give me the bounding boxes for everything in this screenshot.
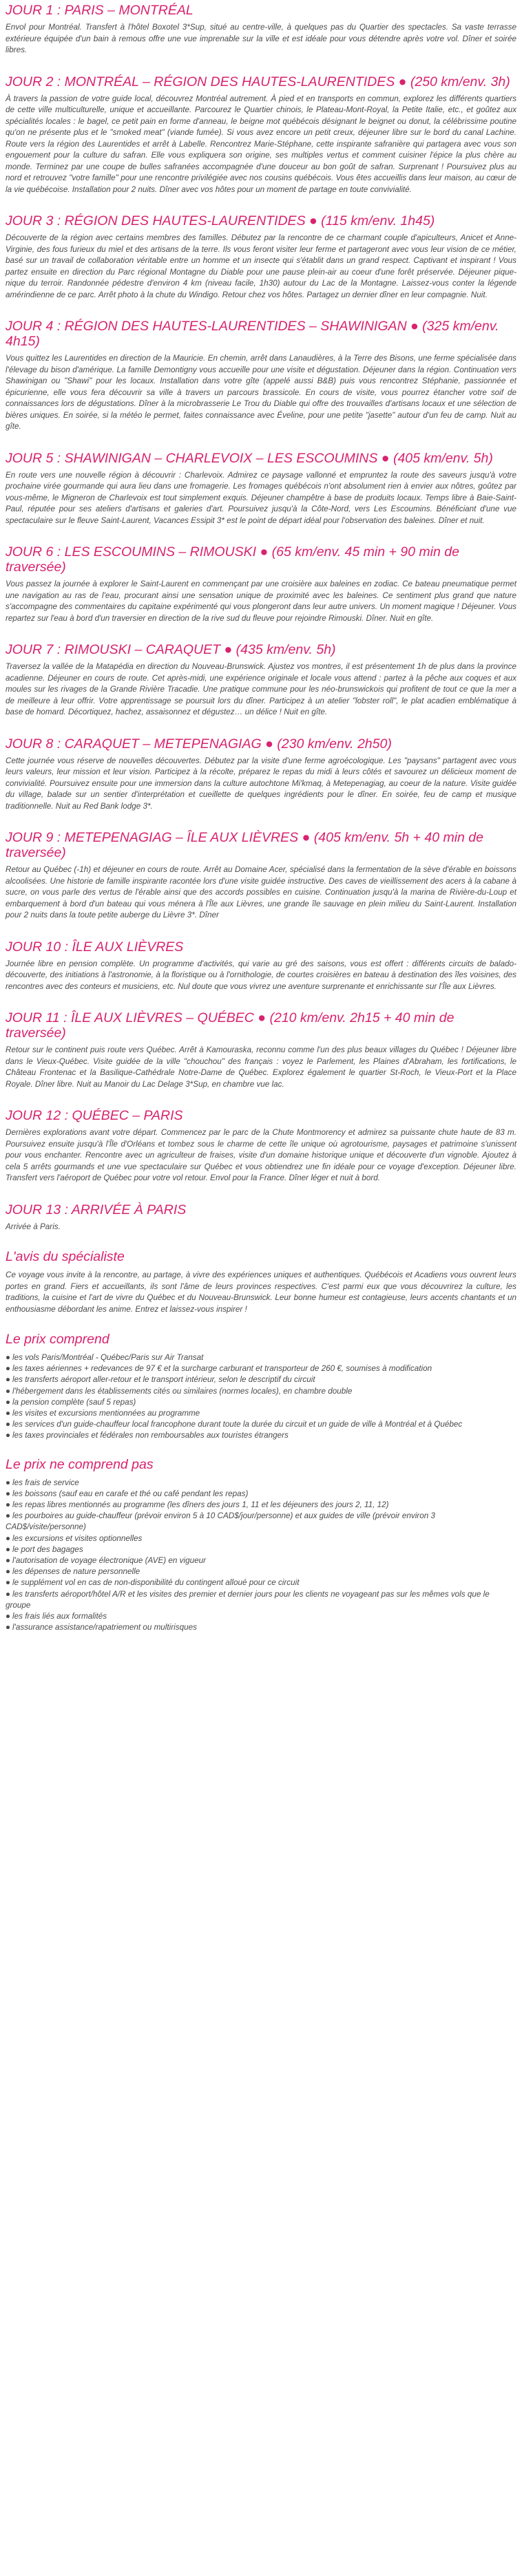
day-title: JOUR 13 : ARRIVÉE À PARIS — [6, 1202, 187, 1217]
itinerary-days — [6, 0, 516, 1233]
day-title: JOUR 4 : RÉGION DES HAUTES-LAURENTIDES – SHAWINIGAN ● (325 km/env. 4h15) — [6, 319, 499, 349]
bullet-icon: ● — [6, 1489, 11, 1498]
list-item-text: l'hébergement dans les établissements cités ou similaires (normes locales), en chambre double — [12, 1386, 353, 1396]
day-description: Retour au Québec (-1h) et déjeuner en cours de route. Arrêt au Domaine Acer, spécialisé dans la fermentation de la sève d'érable en boissons alcoolisées. Une historie de famille inspirante racontée lors d'une visite guidée instructive. Des caves de vieillissement des acers à la cabane à sucre, on vous parle des vertus de l'érable ainsi que des accords possibles en cuisine. Continuation jusqu'à la marina de Rivière-du-Loup et embarquement à bord d'un bateau qui vous ménera à l'Île aux Lièvres, une grande île sauvage en plein milieu du Saint-Laurent. Installation pour 2 nuits dans la toute petite auberge du Lièvre 3*. Dîner — [6, 865, 516, 919]
list-item — [6, 1511, 516, 1533]
list-item-text: le supplément vol en cas de non-disponibilité du contingent alloué pour ce circuit — [12, 1578, 300, 1588]
day-description: Traversez la vallée de la Matapédia en direction du Nouveau-Brunswick. Ajustez vos montres, il est présentement 1h de plus dans la province acadienne. Déjeuner en cours de route. Cet après-midi, une expérience originale et locale vous attend : partez à la pêche aux coques et aux moules sur les rivages de la Grande Rivière Tracadie. Une pratique commune pour les néo-brunswickois qui profitent de tout ce que la mer a de meilleure à leur offrir. Votre apprentissage se poursuit lors du dîner. Participez à un atelier "lobster roll", le plat acadien emblématique à base de homard. Décortiquez, hachez, assaisonnez et dégustez… un délice ! Nuit en gîte. — [6, 662, 516, 716]
list-item — [6, 1419, 516, 1430]
list-item — [6, 1363, 516, 1374]
list-item — [6, 1500, 516, 1511]
day-description: Découverte de la région avec certains membres des familles. Débutez par la rencontre de ce charmant couple d'apiculteurs, Anicet et Anne-Virginie, des fous furieux du miel et des artisans de la terre. Ils vous feront visiter leur ferme et partageront avec vous leur vision de ce métier, basé sur un travail de collaboration véritable entre un homme et un insecte qui s'établit dans un grand respect. Captivant et inspirant ! Vous partez ensuite en direction du Parc régional Montagne du Diable pour une pause plein-air au coeur d'une forêt préservée. Déjeuner pique-nique du terroir. Randonnée pédestre d'environ 4 km (niveau facile, 1h30) autour du Lac de la Montagne. Laissez-vous conter la légende amérindienne de ce parc. Arrêt photo à la chute du Windigo. Retour chez vos hôtes. Partagez un dernier dîner en leur compagnie. Nuit. — [6, 233, 516, 299]
list-item-text: les boissons (sauf eau en carafe et thé ou café pendant les repas) — [12, 1489, 249, 1498]
bullet-icon: ● — [6, 1578, 11, 1588]
list-item-text: les frais de service — [12, 1478, 79, 1487]
specialist-title: L'avis du spécialiste — [6, 1249, 125, 1264]
list-item-text: les excursions et visites optionnelles — [12, 1533, 143, 1543]
list-item — [6, 1577, 516, 1588]
list-item-text: les dépenses de nature personnelle — [12, 1567, 140, 1577]
day-title: JOUR 5 : SHAWINIGAN – CHARLEVOIX – LES ESCOUMINS ● (405 km/env. 5h) — [6, 450, 493, 466]
list-item — [6, 1589, 516, 1611]
bullet-icon: ● — [6, 1500, 11, 1510]
list-item — [6, 1611, 516, 1622]
list-item-text: les transferts aéroport/hôtel A/R et les visites des premier et dernier jours pour les clients ne voyageant pas sur les mêmes vols que le groupe — [6, 1589, 490, 1610]
list-item-text: les taxes aériennes + redevances de 97 € et la surcharge carburant et transporteur de 260 €, soumises à modification — [12, 1364, 432, 1374]
day-description: Arrivée à Paris. — [6, 1222, 61, 1231]
list-item-text: les transferts aéroport aller-retour et le transport intérieur, selon le descriptif du circuit — [12, 1375, 315, 1385]
day-description: Envol pour Montréal. Transfert à l'hôtel Boxotel 3*Sup, situé au centre-ville, à quelques pas du Quartier des spectacles. Sa vaste terrasse extérieure équipée d'un bain à remous offre une vue imprenable sur la ville et est idéale pour vous détendre après votre vol. Dîner et soirée libres. — [6, 23, 516, 54]
list-item — [6, 1352, 516, 1363]
bullet-icon: ● — [6, 1386, 11, 1396]
bullet-icon: ● — [6, 1478, 11, 1487]
day-title: JOUR 12 : QUÉBEC – PARIS — [6, 1108, 183, 1123]
list-item — [6, 1489, 516, 1500]
day-title: JOUR 9 : METEPENAGIAG – ÎLE AUX LIÈVRES ● (405 km/env. 5h + 40 min de traversée) — [6, 830, 484, 860]
bullet-icon: ● — [6, 1612, 11, 1621]
day-title: JOUR 3 : RÉGION DES HAUTES-LAURENTIDES ● (115 km/env. 1h45) — [6, 213, 435, 228]
day-description: Vous quittez les Laurentides en direction de la Mauricie. En chemin, arrêt dans Lanaudières, à la Terre des Bisons, une ferme spécialisée dans l'élevage du bison d'amérique. La famille Demontigny vous accueille pour une visite et dégustation. Déjeuner dans la région. Continuation vers Shawinigan ou "Shawi" pour les locaux. Installation dans votre gîte (appelé aussi B&B) puis vous rencontrez Stéphanie, passionnée et épicurienne, elle vous fera découvrir sa ville à travers un parcours brassicole. En cours de visite, vous pourrez étancher votre soif de connaissances lors de dégustations. Dîner à la microbrasserie Le Trou du Diable qui offre des trouvailles d'artisans locaux et une sélection de bières uniques. En soirée, si la météo le permet, faites connaissance avec Éveline, pour une petite "jasette" autour d'un feu de camp. Nuit au gîte. — [6, 354, 516, 431]
bullet-icon: ● — [6, 1556, 11, 1566]
included-list — [6, 1352, 516, 1442]
day-title: JOUR 11 : ÎLE AUX LIÈVRES – QUÉBEC ● (210 km/env. 2h15 + 40 min de traversée) — [6, 1010, 455, 1041]
bullet-icon: ● — [6, 1544, 11, 1554]
bullet-icon: ● — [6, 1533, 11, 1543]
list-item-text: les vols Paris/Montréal - Québec/Paris sur Air Transat — [12, 1353, 204, 1362]
day-description: Dernières explorations avant votre départ. Commencez par le parc de la Chute Montmorency et admirez sa puissante chute haute de 83 m. Poursuivez ensuite jusqu'à l'Île d'Orléans et tombez sous le charme de cette île unique où agrotourisme, paysages et patrimoine s'unissent pour vous enchanter. Rencontre avec un agriculteur de fraises, visite d'un domaine historique unique et découverte d'un vignoble. Ajoutez à cela 5 arrêts gourmands et une vue spectaculaire sur Québec et vous obtiendrez une fin idéale pour ce voyage d'exception. Déjeuner libre. Transfert vers l'aéroport de Québec pour votre vol retour. Envol pour la France. Dîner léger et nuit à bord. — [6, 1128, 516, 1182]
included-title: Le prix comprend — [6, 1332, 109, 1347]
list-item-text: l'assurance assistance/rapatriement ou multirisques — [12, 1623, 197, 1632]
bullet-icon: ● — [6, 1397, 11, 1407]
list-item-text: les taxes provinciales et fédérales non remboursables aux touristes étrangers — [12, 1431, 289, 1440]
excluded-title: Le prix ne comprend pas — [6, 1456, 154, 1472]
list-item-text: les repas libres mentionnés au programme (les dîners des jours 1, 11 et les déjeuners des jours 2, 11, 12) — [12, 1500, 389, 1510]
list-item-text: les services d'un guide-chauffeur local francophone durant toute la durée du circuit et un guide de ville à Montréal et à Québec — [12, 1420, 463, 1429]
list-item-text: les frais liés aux formalités — [12, 1612, 107, 1621]
day-title: JOUR 2 : MONTRÉAL – RÉGION DES HAUTES-LAURENTIDES ● (250 km/env. 3h) — [6, 74, 510, 89]
list-item — [6, 1430, 516, 1441]
list-item-text: la pension complète (sauf 5 repas) — [12, 1397, 136, 1407]
list-item — [6, 1544, 516, 1555]
bullet-icon: ● — [6, 1623, 11, 1632]
excluded-list — [6, 1478, 516, 1634]
bullet-icon: ● — [6, 1409, 11, 1418]
list-item-text: les pourboires au guide-chauffeur (prévoir environ 5 à 10 CAD$/jour/personne) et aux guides de ville (prévoir environ 3 CAD$/visite/personne) — [6, 1511, 435, 1532]
list-item — [6, 1533, 516, 1544]
day-description: À travers la passion de votre guide local, découvrez Montréal autrement. À pied et en transports en commun, explorez les différents quartiers de cette ville multiculturelle, unique et accueillante. Parcourez le Quartier chinois, le Plateau-Mont-Royal, la Petite Italie, etc., et goûtez aux spécialités locales : le bagel, ce petit pain en forme d'anneau, le beigne mot québécois désignant le beignet ou donut, la célébrissime poutine qu'on ne présente plus et le "smoked meat" (viande fumée). Si vous avez encore un petit creux, déjeuner libre sur le bord du canal Lachine. Route vers la région des Laurentides et arrêt à Labelle. Rencontrez Marie-Stéphane, cette inspirante safranière qui partagera avec vous son engouement pour la culture du safran. Elle vous expliquera son origine, ses multiples vertus et comment cuisiner l'épice la plus chère au monde. Terminez par une coupe de bulles safranées accompagnée d'une douceur au bon goût de safran. Surprenant ! Poursuivez plus au nord et retrouvez "votre famille" pour une rencontre privilégiée avec nos cousins québécois. Vous êtes accueillis dans leur maison, au cœur de la vie québécoise. Installation pour 2 nuits. Dîner avec vos hôtes pour un moment de partage en toute convivialité. — [6, 94, 516, 194]
list-item-text: les visites et excursions mentionnées au programme — [12, 1409, 200, 1418]
day-description: Journée libre en pension complète. Un programme d'activités, qui varie au gré des saisons, vous est offert : différents circuits de balado-découverte, des initiations à l'astronomie, à la floristique ou à l'ornithologie, de courtes croisières en bateau à destination des îles voisines, des rencontres avec des conteurs et musiciens, etc. Nul doute que vous vivrez une aventure surprenante et enrichissante sur l'Île aux Lièvres. — [6, 959, 516, 991]
specialist-text: Ce voyage vous invite à la rencontre, au partage, à vivre des expériences uniques et authentiques. Québécois et Acadiens vous ouvrent leurs portes en grand. Fiers et accueillants, ils sont l'âme de leurs provinces respectives. C'est parmi eux que vous découvrirez la culture, les traditions, la cuisine et l'art de vivre du Québec et du Nouveau-Brunswick. Leur bonne humeur est contagieuse, leurs accents chantants et un enthousiasme débordant les anime. Entrez et laissez-vous inspirer ! — [6, 1270, 516, 1314]
bullet-icon: ● — [6, 1567, 11, 1577]
day-title: JOUR 6 : LES ESCOUMINS – RIMOUSKI ● (65 km/env. 45 min + 90 min de traversée) — [6, 544, 459, 575]
list-item — [6, 1386, 516, 1397]
list-item-text: l'autorisation de voyage électronique (AVE) en vigueur — [12, 1556, 206, 1566]
day-title: JOUR 7 : RIMOUSKI – CARAQUET ● (435 km/env. 5h) — [6, 642, 336, 657]
day-description: Retour sur le continent puis route vers Québec. Arrêt à Kamouraska, reconnu comme l'un des plus beaux villages du Québec ! Déjeuner libre dans le Vieux-Québec. Visite guidée de la ville "chouchou" des français : voyez le Parlement, les Plaines d'Abraham, les fortifications, le Château Frontenac et la Basilique-Cathédrale Notre-Dame de Québec. Explorez également le quartier St-Roch, le Vieux-Port et la Place Royale. Dîner libre. Nuit au Manoir du Lac Delage 3*Sup, en chambre vue lac. — [6, 1045, 516, 1089]
list-item — [6, 1566, 516, 1577]
day-title: JOUR 1 : PARIS – MONTRÉAL — [6, 3, 194, 18]
bullet-icon: ● — [6, 1420, 11, 1429]
list-item-text: le port des bagages — [12, 1544, 83, 1554]
bullet-icon: ● — [6, 1375, 11, 1385]
bullet-icon: ● — [6, 1353, 11, 1362]
day-title: JOUR 10 : ÎLE AUX LIÈVRES — [6, 939, 184, 955]
day-description: Vous passez la journée à explorer le Saint-Laurent en commençant par une croisière aux baleines en zodiac. Ce bateau pneumatique permet une navigation au ras de l'eau, procurant ainsi une sensation unique de proximité avec les baleines. Ce sentiment plus grand que nature s'accompagne des commentaires du capitaine expérimenté qui vous plongeront dans leur autre univers. Un moment magique ! Déjeuner. Vous repartez sur l'eau à bord d'un traversier en direction de la rive sud du fleuve pour rejoindre Rimouski. Dîner. Nuit en gîte. — [6, 579, 516, 623]
bullet-icon: ● — [6, 1589, 11, 1599]
list-item — [6, 1374, 516, 1385]
bullet-icon: ● — [6, 1364, 11, 1374]
day-description: En route vers une nouvelle région à découvrir : Charlevoix. Admirez ce paysage vallonné et empruntez la route des saveurs jusqu'à votre prochaine virée gourmande qui aura lieu dans une fromagerie. Les fromages québécois n'ont absolument rien à envier aux nôtres, goûtez par vous-même, le Migneron de Charlevoix est tout simplement exquis. Déjeuner champêtre à base de produits locaux. Temps libre à Baie-Saint-Paul, réputée pour ses ateliers d'artisans et galeries d'art. Poursuivez jusqu'à la Côte-Nord, vers Les Escoumins. Bénéficiant d'une vue spectaculaire sur le fleuve Saint-Laurent, Vacances Essipit 3* est le point de départ idéal pour l'observation des baleines. Dîner et nuit. — [6, 470, 516, 525]
day-title: JOUR 8 : CARAQUET – METEPENAGIAG ● (230 km/env. 2h50) — [6, 736, 392, 752]
bullet-icon: ● — [6, 1511, 11, 1521]
list-item — [6, 1397, 516, 1408]
list-item — [6, 1555, 516, 1566]
bullet-icon: ● — [6, 1431, 11, 1440]
day-description: Cette journée vous réserve de nouvelles découvertes. Débutez par la visite d'une ferme agroécologique. Les "paysans" partagent avec vous leurs valeurs, leur mission et leur vision. Participez à la récolte, préparez le repas du midi à leurs côtés et savourez un délicieux moment de convivialité. Poursuivez ensuite pour une immersion dans la culture autochtone Mi'kmaq, à Metepenagiag, au coeur de la nature. Visite guidée du village, balade sur un sentier d'interprétation et cueillette de quelques ingrédients pour le dîner. En soirée, feu de camp et musique traditionnelle. Nuit au Red Bank lodge 3*. — [6, 756, 516, 811]
list-item — [6, 1622, 516, 1633]
list-item — [6, 1408, 516, 1419]
list-item — [6, 1478, 516, 1489]
